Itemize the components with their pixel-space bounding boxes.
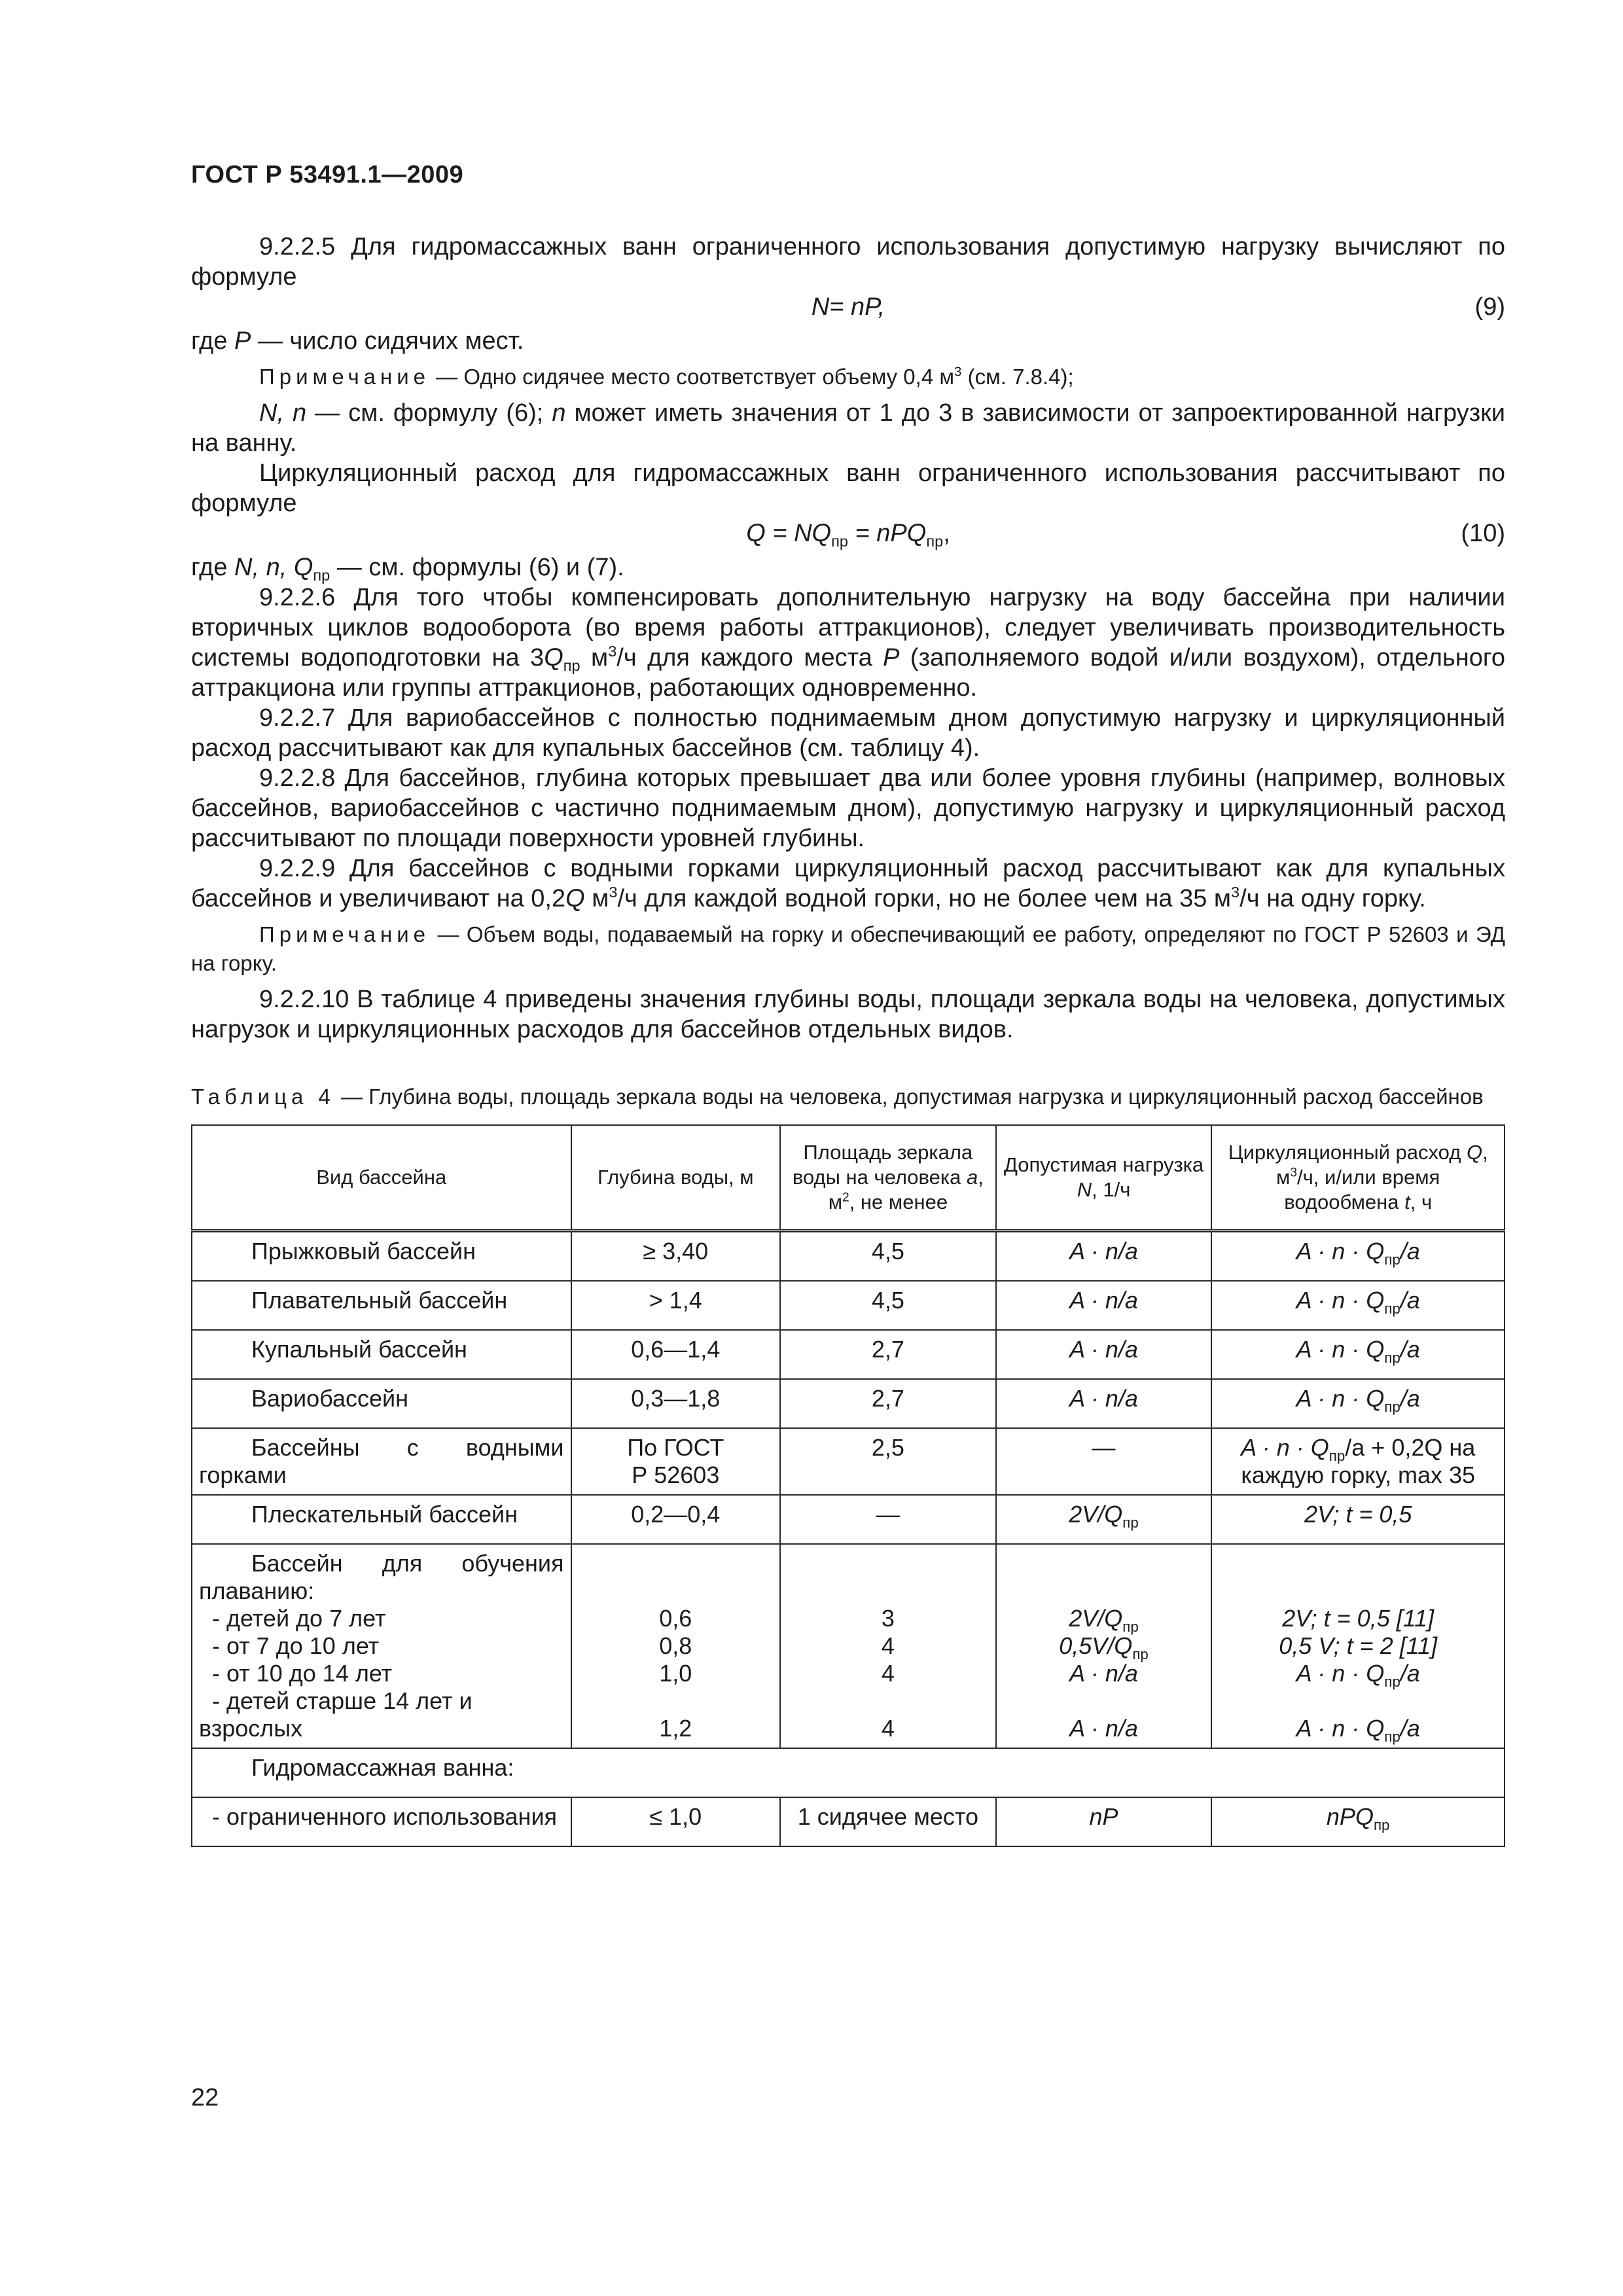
formula-expression: $Q = NQ_{пр} = nPQ_{пр}$, [746, 520, 950, 550]
column-header-circulation: Циркуляционный расход Q, $м^3/ч$, и/или время водообмена t, ч [1211, 1125, 1505, 1231]
cell-pool-type: Плавательный бассейн [192, 1281, 571, 1330]
cell-load: A · n/a [996, 1231, 1212, 1282]
cell-depth: По ГОСТ Р 52603 [571, 1428, 781, 1495]
note-seat-volume: Примечание — Одно сидячее место соответствует объему 0,4 $м^3$ (см. 7.8.4); [259, 364, 1074, 389]
cell-pool-type: Бассейн для обучения плаванию: - детей до 7 лет - от 7 до 10 лет - от 10 до 14 лет - детей старше 14 лет и взрослых [192, 1544, 571, 1748]
table-row [192, 1748, 1505, 1797]
column-header-depth: Глубина воды, м [571, 1125, 781, 1231]
column-header-pool-type: Вид бассейна [192, 1125, 571, 1231]
paragraph-9-2-2-9: 9.2.2.9 Для бассейнов с водными горками циркуляционный расход рассчитывают как для купальных бассейнов и увеличивают на 0,2Q $м^3/ч$ для каждой водной горки, но не более чем на 35 $м^3/ч$ на одну горку. [191, 855, 1505, 912]
formula-number: (10) [1461, 520, 1505, 547]
column-header-load: Допустимая нагрузка N, 1/ч [996, 1125, 1212, 1231]
cell-area: 2,7 [780, 1330, 996, 1379]
paragraph-circulation: Циркуляционный расход для гидромассажных ванн ограниченного использования рассчитывают по формуле [191, 459, 1505, 517]
table-row [192, 1495, 1505, 1544]
cell-depth: 0,2—0,4 [571, 1495, 781, 1544]
definition-p: где P — число сидячих мест. [191, 327, 524, 355]
cell-depth: ≥ 3,40 [571, 1231, 781, 1282]
cell-section-title: Гидромассажная ванна: [192, 1748, 1505, 1797]
cell-load: $2V/Q_{пр}$ [996, 1495, 1212, 1544]
cell-circulation: nPQ$_{пр}$ [1211, 1797, 1505, 1846]
cell-load: $2V/Q_{пр}$ $0,5V/Q_{пр}$ A · n/a A · n/a [996, 1544, 1212, 1748]
document-header: ГОСТ Р 53491.1—2009 [191, 161, 464, 188]
cell-pool-type: Бассейны с водными горками [192, 1428, 571, 1495]
cell-circulation: 2V; t = 0,5 [11] 0,5 V; t = 2 [11] $A \cdot n \cdot Q_{пр}/a$ $A \cdot n \cdot Q_{пр}/a$ [1211, 1544, 1505, 1748]
paragraph-9-2-2-5: 9.2.2.5 Для гидромассажных ванн ограниченного использования допустимую нагрузку вычисляют по формуле [191, 233, 1505, 291]
cell-pool-type: - ограниченного использования [192, 1797, 571, 1846]
table-caption: Таблица 4 — Глубина воды, площадь зеркала воды на человека, допустимая нагрузка и циркуляционный расход бассейнов [191, 1085, 1484, 1109]
cell-load: nP [996, 1797, 1212, 1846]
formula-9 [191, 292, 1505, 326]
column-header-area: Площадь зеркала воды на человека a, $м^2$, не менее [780, 1125, 996, 1231]
cell-area: 4,5 [780, 1281, 996, 1330]
pool-parameters-table [191, 1124, 1505, 1847]
formula-number: (9) [1474, 293, 1505, 321]
cell-load: A · n/a [996, 1379, 1212, 1428]
definition-n: N, n — см. формулу (6); n может иметь значения от 1 до 3 в зависимости от запроектированной нагрузки на ванну. [191, 399, 1505, 457]
cell-area: 1 сидячее место [780, 1797, 996, 1846]
formula-10 [191, 518, 1505, 552]
cell-load: — [996, 1428, 1212, 1495]
cell-depth: 0,6—1,4 [571, 1330, 781, 1379]
cell-pool-type: Вариобассейн [192, 1379, 571, 1428]
table-row [192, 1330, 1505, 1379]
table-row [192, 1544, 1505, 1748]
table-row [192, 1428, 1505, 1495]
paragraph-9-2-2-10: 9.2.2.10 В таблице 4 приведены значения глубины воды, площади зеркала воды на человека, допустимых нагрузок и циркуляционных расходов для бассейнов отдельных видов. [191, 986, 1505, 1043]
cell-area: 3 4 4 4 [780, 1544, 996, 1748]
cell-circulation: $A \cdot n \cdot Q_{пр}/a$ [1211, 1379, 1505, 1428]
cell-circulation: $A \cdot n \cdot Q_{пр}/a$ [1211, 1231, 1505, 1282]
cell-depth: > 1,4 [571, 1281, 781, 1330]
cell-area: — [780, 1495, 996, 1544]
table-row [192, 1281, 1505, 1330]
cell-circulation: $A \cdot n \cdot Q_{пр}/a + 0,2Q$ на каждую горку, max 35 [1211, 1428, 1505, 1495]
cell-circulation: $A \cdot n \cdot Q_{пр}/a$ [1211, 1330, 1505, 1379]
cell-depth: ≤ 1,0 [571, 1797, 781, 1846]
cell-circulation: $A \cdot n \cdot Q_{пр}/a$ [1211, 1281, 1505, 1330]
cell-area: 4,5 [780, 1231, 996, 1282]
table-row [192, 1797, 1505, 1846]
cell-pool-type: Прыжковый бассейн [192, 1231, 571, 1282]
cell-load: A · n/a [996, 1281, 1212, 1330]
table-row [192, 1379, 1505, 1428]
table-header-row [192, 1125, 1505, 1231]
cell-depth: 0,6 0,8 1,0 1,2 [571, 1544, 781, 1748]
definition-nq: где N, n, $Q_{пр}$ — см. формулы (6) и (7). [191, 554, 624, 584]
cell-pool-type: Купальный бассейн [192, 1330, 571, 1379]
table-row [192, 1231, 1505, 1282]
cell-area: 2,7 [780, 1379, 996, 1428]
page-number: 22 [191, 2084, 219, 2111]
paragraph-9-2-2-8: 9.2.2.8 Для бассейнов, глубина которых превышает два или более уровня глубины (например, волновых бассейнов, вариобассейнов с частично поднимаемым дном), допустимую нагрузку и циркуляционный расход рассчитывают по площади поверхности уровней глубины. [191, 764, 1505, 852]
cell-pool-type: Плескательный бассейн [192, 1495, 571, 1544]
cell-circulation: 2V; t = 0,5 [1211, 1495, 1505, 1544]
paragraph-9-2-2-6: 9.2.2.6 Для того чтобы компенсировать дополнительную нагрузку на воду бассейна при наличии вторичных циклов водооборота (во время работы аттракционов), следует увеличивать производительность системы водоподготовки на $3Q_{пр}$ $м^3/ч$ для каждого места P (заполняемого водой и/или воздухом), отдельного аттракциона или группы аттракционов, работающих одновременно. [191, 584, 1506, 702]
formula-expression: N= nP, [811, 293, 885, 321]
document-body [191, 232, 1505, 1847]
paragraph-9-2-2-7: 9.2.2.7 Для вариобассейнов с полностью поднимаемым дном допустимую нагрузку и циркуляционный расход рассчитывают как для купальных бассейнов (см. таблицу 4). [191, 704, 1505, 762]
cell-load: A · n/a [996, 1330, 1212, 1379]
cell-depth: 0,3—1,8 [571, 1379, 781, 1428]
note-water-slide: Примечание — Объем воды, подаваемый на горку и обеспечивающий ее работу, определяют по ГОСТ Р 52603 и ЭД на горку. [191, 922, 1505, 975]
cell-area: 2,5 [780, 1428, 996, 1495]
